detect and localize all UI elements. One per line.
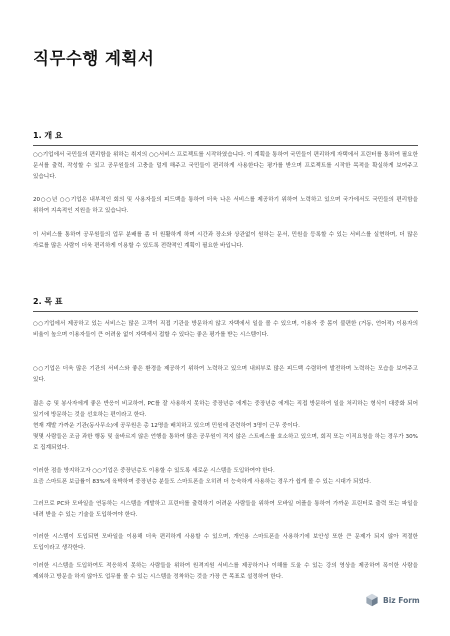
document-title: 직무수행 계획서 (33, 49, 155, 68)
paragraph: 이러한 점을 방지하고자 ○○기업은 중장년층도 이용할 수 있도록 새로운 시스템을 도입하여야 한다. (33, 468, 275, 474)
biz-form-logo (365, 593, 427, 607)
paragraph: 몇몇 사람들은 조금 과한 행동 및 올바르지 않은 언행을 통하여 많은 공무원이 적지 않은 스트레스를 호소하고 있으며, 회직 또는 이직요청을 하는 경우가 30%로 집계되었다. (33, 434, 418, 452)
section-heading-goals: 2. 목 표 (33, 297, 63, 306)
paragraph: 현재 계발 가까운 기관(동사무소)에 공무원은 총 12명을 배치하고 있으며 민원에 관련하여 3명이 근무 중이다. (33, 423, 300, 429)
paragraph: ○○기업은 더욱 많은 기관의 서비스와 좋은 환경을 제공하기 위하여 노력하고 있으며 내외부로 많은 피드백 수렴하여 발전하며 노력하는 모습을 보여주고 있다. (33, 366, 418, 384)
paragraph: 그러므로 PC와 모바일을 연동하는 시스템을 개발하고 프린터를 출력하기 어려운 사람들을 위하여 모바일 어플을 통하여 가까운 프린터로 출력 또는 파일을 내려 받을 수 있는 기술을 도입하여야 한다. (33, 501, 418, 519)
section-heading-overview: 1. 개 요 (33, 131, 63, 140)
paragraph: 이러한 시스템을 도입하여도 적응하지 못하는 사람들을 위하여 원격지원 서비스를 제공하거나 이해를 도울 수 있는 강의 영상을 제공하여 폭이한 사람을 제외하고 방문을 하지 않아도 업무를 볼 수 있는 시스템을 정착하는 것을 가장 큰 목표로 설정하여 한다. (33, 563, 418, 581)
paragraph: ○○기업에서 제공하고 있는 서비스는 많은 고객이 직접 기관을 방문하지 않고 자택에서 일을 볼 수 있으며, 이용자 중 몸이 불편한 (거동, 언어적) 이용자의 비율이 높으며 이용자들이 큰 어려움 없이 자택에서 접할 수 있다는 좋은 평가를 받는 시스템이다. (33, 321, 418, 339)
paragraph: 요즘 스마트폰 보급률이 83%에 육박하며 중장년층 분들도 스마트폰을 오히려 더 능숙하게 사용하는 경우가 쉽게 볼 수 있는 시대가 되었다. (33, 479, 372, 485)
paragraph: 젊은 층 및 봉사자에게 좋은 반응이 비교하여, PC를 잘 사용하지 못하는 중장년층 에게는 중장년층 에게는 직접 방문하여 일을 처리하는 형식이 대중화 되어 있기에 방문하는 것을 선호하는 편이라고 한다. (33, 401, 418, 419)
paragraph: 20○○년 ○○기업은 내부적인 회의 및 사용자들의 피드백을 통하여 더욱 나은 서비스를 제공하기 위하여 노력하고 있으며 국가에서도 국민들의 편리함을 위하여 지속적인 지원을 하고 있습니다. (33, 197, 418, 215)
section-divider (33, 145, 418, 146)
section-divider (33, 311, 418, 312)
cube-logo-icon (365, 593, 379, 607)
logo-text: Biz Form (383, 595, 420, 605)
paragraph: 이러한 시스템이 도입되면 모바일을 이용해 더욱 편리하게 사용할 수 있으며, 개인용 스마트폰을 사용하기에 보안성 또한 큰 문제가 되지 않아 적절한 도입이라고 생각한다. (33, 534, 418, 552)
paragraph: 이 서비스를 통하여 공무원들의 업무 분배를 좀 더 원활하게 하며 시간과 장소와 상관없이 원하는 문서, 민원을 등록할 수 있는 서비스를 실현하며, 더 많은 자료를 많은 사람이 더욱 편리하게 이용할 수 있도록 전략적인 계획이 필요한 바입니다. (33, 232, 418, 250)
paragraph: ○○기업에서 국민들의 편리함을 위하는 취지의 ○○서비스 프로젝트를 시작하였습니다. 이 계획을 통하여 국민들이 편리하게 자택에서 프린터를 통하여 필요한 문서를 출력, 작성할 수 있고 공무원들의 고충을 덜게 해주고 국민들이 편리하게 사용한다는 평가를 받으며 프로젝트를 시작한 목적을 확실하게 보여주고 있습니다. (33, 152, 418, 181)
